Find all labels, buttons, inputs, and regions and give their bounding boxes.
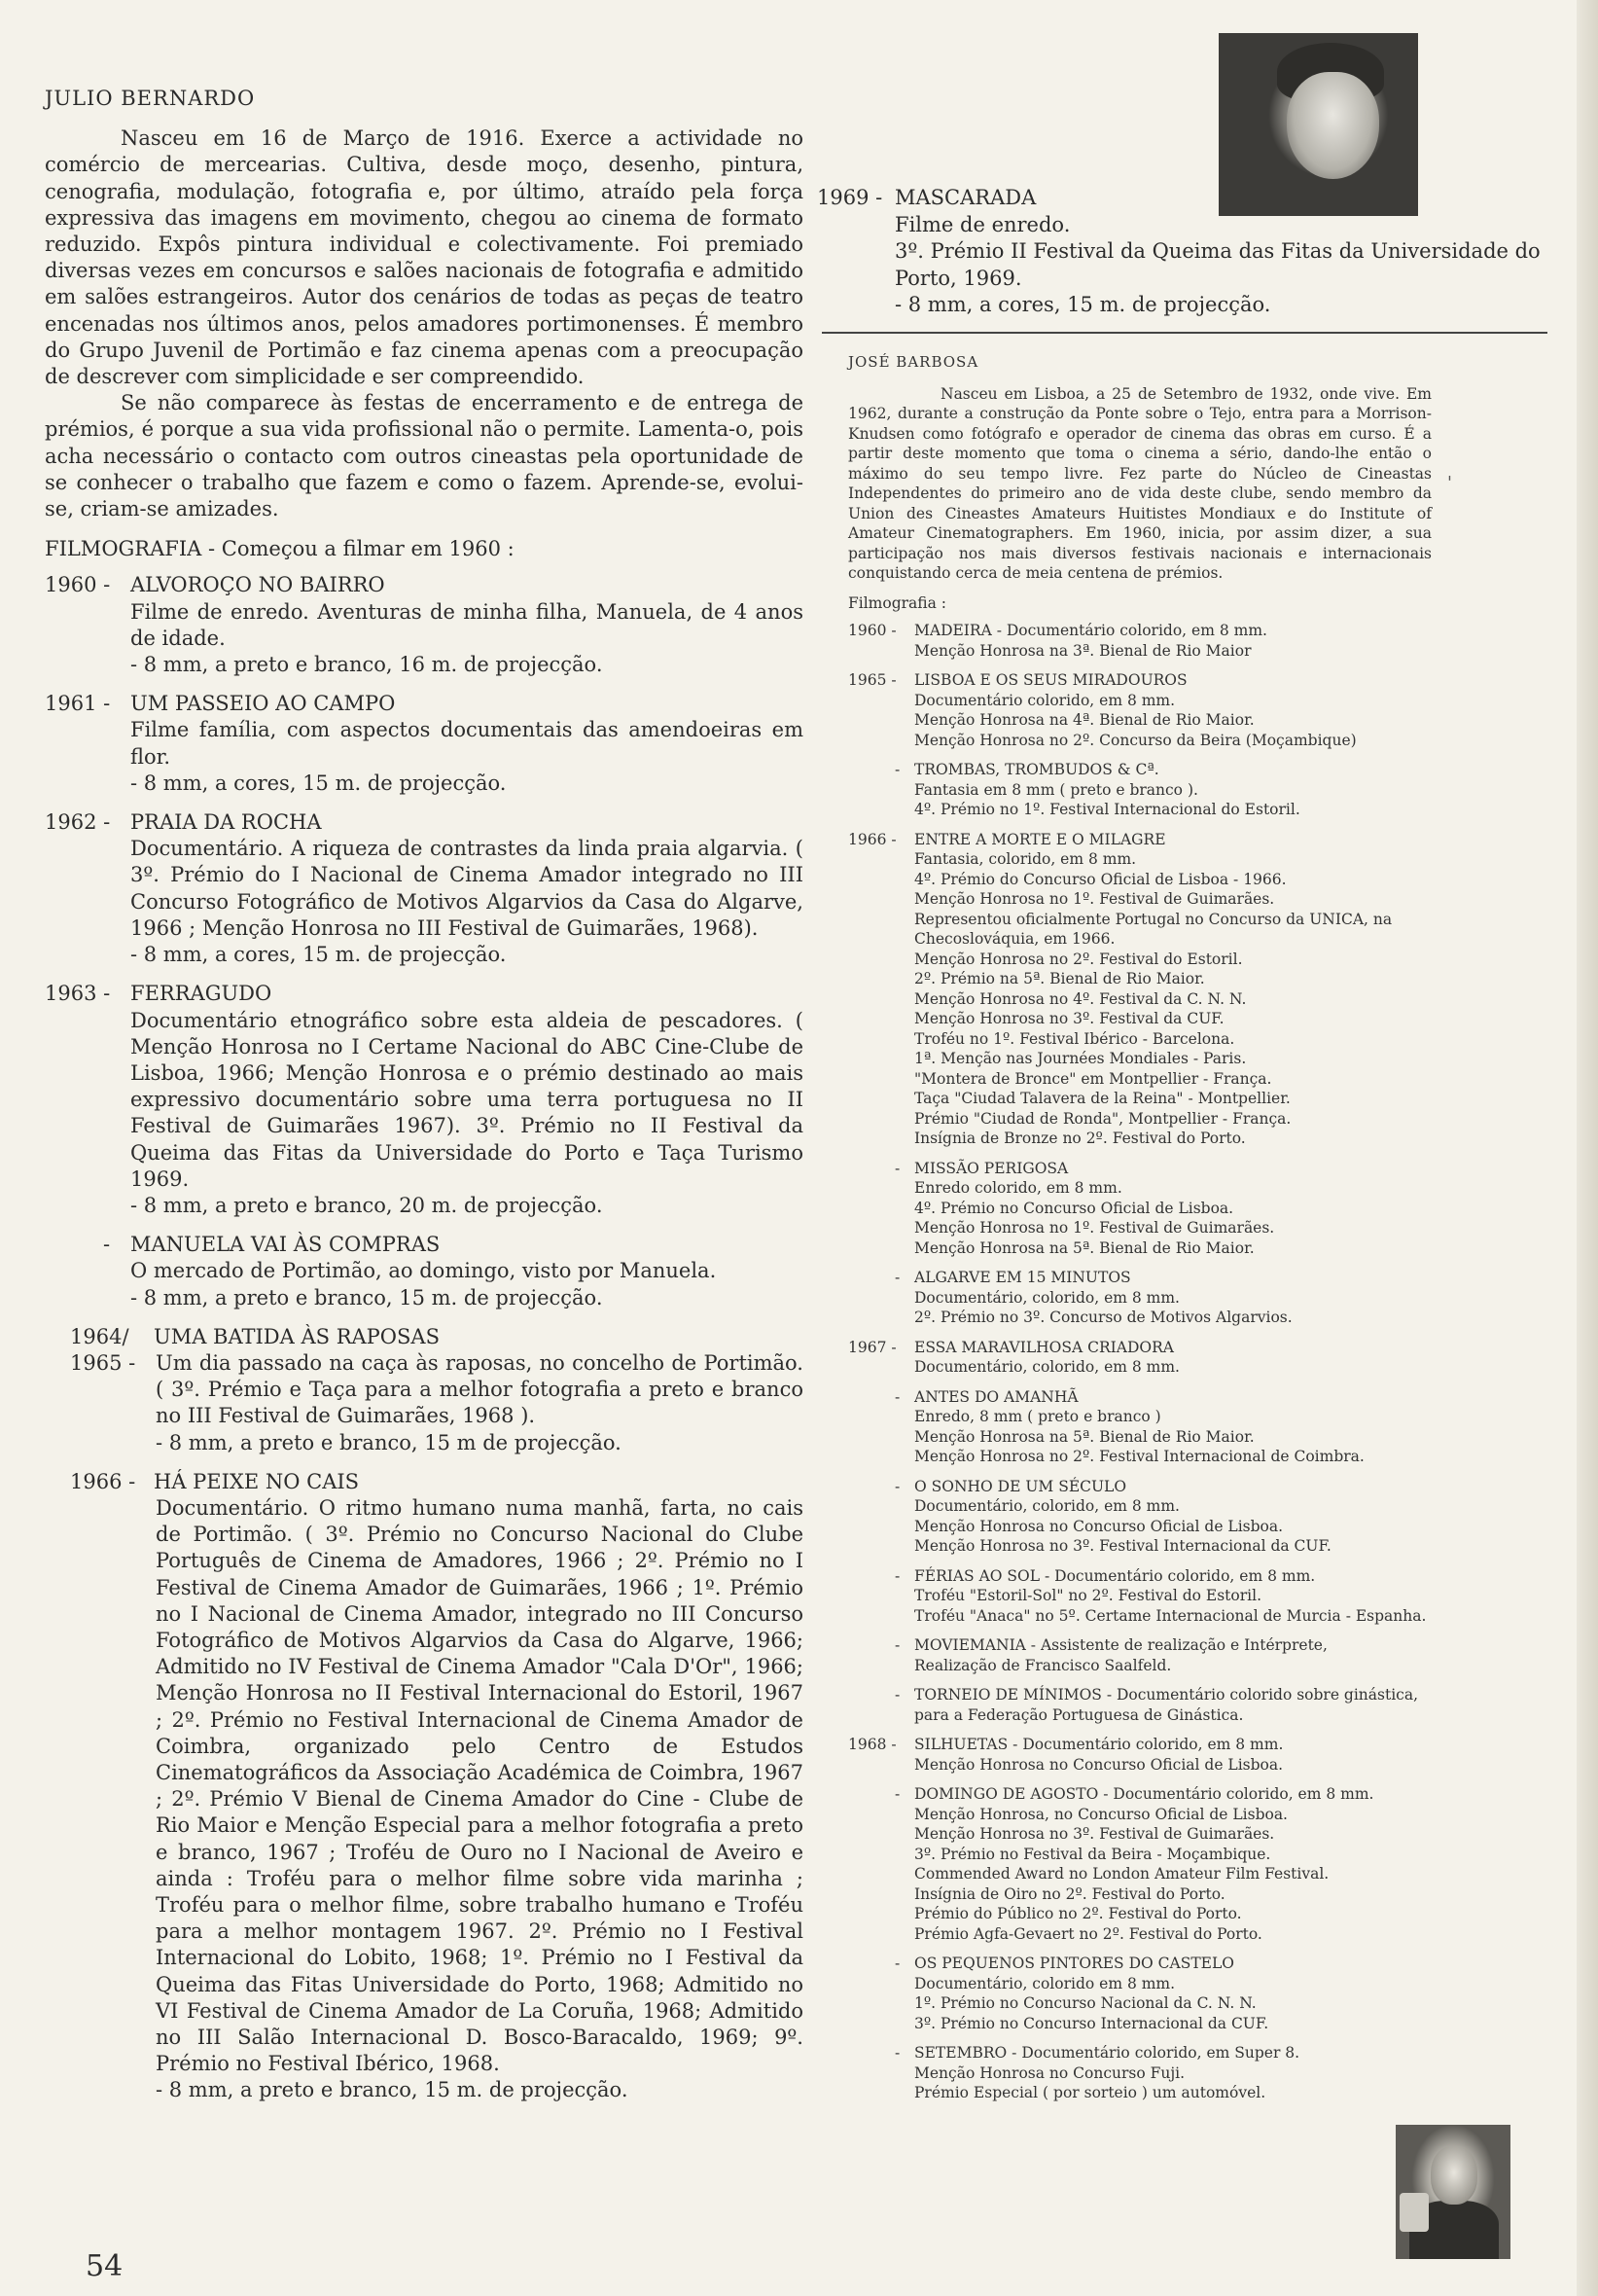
- film-description: Documentário. O ritmo humano numa manhã, farta, no cais de Portimão. ( 3º. Prémio no Concurso Nacional do Clube Português de Cinema de Amadores, 1966 ; 2º. Prémio no I Festival de Cinema Amador de Guimarães, 1966 ; 1º. Prémio no I Nacional de Cinema Amador, integrado no III Concurso Fotográfico de Motivos Algarvios da Casa do Algarve, 1966; Admitido no IV Festival de Cinema Amador "Cala D'Or", 1966; Menção Honrosa no II Festival Internacional do Estoril, 1967 ; 2º. Prémio no Festival Internacional de Cinema Amador de Coimbra, organizado pelo Centro de Estudos Cinematográficos da Associação Académica de Coimbra, 1967 ; 2º. Prémio V Bienal de Cinema Amador do Cine - Clube de Rio Maior e Menção Especial para a melhor fotografia a preto e branco, 1967 ; Troféu de Ouro no I Nacional de Aveiro e ainda : Troféu para o melhor filme sobre vida marinha ; Troféu para o melhor filme, sobre trabalho humano e Troféu para a melhor montagem 1967. 2º. Prémio no I Festival Internacional do Lobito, 1968; 1º. Prémio no I Festival da Queima das Fitas Universidade do Porto, 1968; Admitido no VI Festival de Cinema Amador de La Coruña, 1968; Admitido no III Salão Internacional D. Bosco-Baracaldo, 1969; 9º. Prémio no Festival Ibérico, 1968.: [156, 1495, 803, 2076]
- filmography-entry: [848, 1784, 1432, 1944]
- entry-line: 1º. Prémio no Concurso Nacional da C. N. N.: [914, 1994, 1257, 2012]
- film-description: Um dia passado na caça às raposas, no concelho de Portimão. ( 3º. Prémio e Taça para a melhor fotografia a preto e branco no III Festival de Guimarães, 1968 ).: [156, 1350, 803, 1428]
- entry-title: ENTRE A MORTE E O MILAGRE: [914, 830, 1166, 848]
- entry-title: DOMINGO DE AGOSTO - Documentário colorido, em 8 mm.: [914, 1785, 1374, 1803]
- filmography-list: [848, 621, 1432, 2103]
- entry-year: 1960 -: [848, 622, 897, 639]
- entry-title: OS PEQUENOS PINTORES DO CASTELO: [914, 1955, 1234, 1972]
- entry-year: -: [895, 1477, 901, 1495]
- entry-line: Menção Honrosa no Concurso Fuji.: [914, 2063, 1186, 2082]
- filmography-entry: [848, 1954, 1432, 2033]
- entry-title: FÉRIAS AO SOL - Documentário colorido, em 8 mm.: [914, 1566, 1316, 1585]
- entry-line: Prémio Agfa-Gevaert no 2º. Festival do Porto.: [914, 1924, 1262, 1943]
- entry-line: "Montera de Bronce" em Montpellier - França.: [914, 1069, 1272, 1088]
- author-name-julio: JULIO BERNARDO: [45, 87, 256, 110]
- film-year: 1963 -: [45, 982, 111, 1006]
- entry-line: Prémio Especial ( por sorteio ) um automóvel.: [914, 2084, 1266, 2101]
- film-entry: [45, 809, 803, 968]
- film-title: UMA BATIDA ÀS RAPOSAS: [154, 1324, 440, 1348]
- entry-line: Documentário colorido, em 8 mm.: [914, 691, 1176, 709]
- entry-title: MISSÃO PERIGOSA: [914, 1159, 1069, 1177]
- page-number: 54: [86, 2249, 124, 2283]
- entry-line: Representou oficialmente Portugal no Concurso da UNICA, na Checoslováquia, em 1966.: [914, 910, 1393, 948]
- entry-line: Menção Honrosa no 2º. Concurso da Beira (Moçambique): [914, 731, 1357, 749]
- entry-year: -: [895, 1269, 901, 1286]
- film-description: O mercado de Portimão, ao domingo, visto por Manuela.: [130, 1259, 717, 1283]
- film-specs: - 8 mm, a preto e branco, 15 m de projecção.: [156, 1430, 621, 1454]
- entry-year: -: [895, 1566, 901, 1585]
- entry-line: 3º. Prémio no Festival da Beira - Moçambique.: [914, 1845, 1271, 1863]
- entry-line: Prémio do Público no 2º. Festival do Porto.: [914, 1905, 1242, 1922]
- film-title: MASCARADA: [895, 186, 1037, 209]
- entry-line: Menção Honrosa na 5ª. Bienal de Rio Maior.: [914, 1238, 1255, 1257]
- entry-line: Commended Award no London Amateur Film Festival.: [914, 1865, 1330, 1883]
- entry-year: -: [895, 2044, 901, 2062]
- page-edge: [1577, 0, 1598, 2296]
- entry-line: Menção Honrosa no 3º. Festival de Guimarães.: [914, 1825, 1275, 1843]
- entry-line: Menção Honrosa, no Concurso Oficial de Lisboa.: [914, 1805, 1288, 1823]
- filmography-entry: [848, 760, 1432, 820]
- film-year: 1962 -: [45, 810, 111, 835]
- film-description: Documentário. A riqueza de contrastes da linda praia algarvia. ( 3º. Prémio do I Nacional de Cinema Amador integrado no III Concurso Fotográfico de Motivos Algarvios da Casa do Algarve, 1966 ; Menção Honrosa no III Festival de Guimarães, 1968).: [130, 837, 803, 940]
- film-year: 1966 -: [70, 1469, 136, 1493]
- film-description: Documentário etnográfico sobre esta aldeia de pescadores. ( Menção Honrosa no I Certame Nacional do ABC Cine-Clube de Lisboa, 1966; Menção Honrosa e o prémio destinado ao mais expressivo documentário sobre uma terra portuguesa no II Festival de Guimarães 1967). 3º. Prémio no II Festival da Queima das Fitas da Universidade do Porto e Taça Turismo 1969.: [130, 1008, 803, 1191]
- entry-line: Menção Honrosa na 5ª. Bienal de Rio Maior.: [914, 1427, 1255, 1446]
- entry-line: Realização de Francisco Saalfeld.: [914, 1656, 1172, 1674]
- entry-title: ESSA MARAVILHOSA CRIADORA: [914, 1338, 1174, 1356]
- entry-line: 2º. Prémio no 3º. Concurso de Motivos Algarvios.: [914, 1309, 1293, 1326]
- margin-mark: ': [1447, 473, 1452, 493]
- entry-title: O SONHO DE UM SÉCULO: [914, 1477, 1127, 1495]
- bio-paragraph: Nasceu em Lisboa, a 25 de Setembro de 1932, onde vive. Em 1962, durante a construção da Ponte sobre o Tejo, entra para a Morrison-Knudsen como fotógrafo e operador de cinema das obras em curso. É a partir deste momento que toma o cinema a sério, dando-lhe então o máximo do seu tempo livre. Fez parte do Núcleo de Cineastas Independentes do primeiro ano de vida deste clube, sendo membro da Union des Cineastes Amateurs Huitistes Mondiaux e do Institute of Amateur Cinematographers. Em 1960, inicia, por assim dizer, a sua participação nos mais diversos festivais nacionais e internacionais conquistando cerca de meia centena de prémios.: [848, 384, 1432, 582]
- entry-line: Enredo colorido, em 8 mm.: [914, 1179, 1122, 1197]
- entry-line: Menção Honrosa no Concurso Oficial de Lisboa.: [914, 1755, 1284, 1774]
- right-top-film-entry: [817, 185, 1566, 319]
- entry-year: 1967 -: [848, 1338, 897, 1356]
- filmography-entry: [848, 1477, 1432, 1557]
- film-specs: - 8 mm, a preto e branco, 15 m. de projecção.: [130, 1285, 603, 1309]
- filmography-entry: [848, 1685, 1432, 1725]
- entry-line: Documentário, colorido, em 8 mm.: [914, 1358, 1180, 1376]
- film-entry: [45, 1469, 803, 2104]
- filmography-entry: [848, 2043, 1432, 2103]
- entry-year: -: [895, 1785, 901, 1803]
- film-specs: - 8 mm, a cores, 15 m. de projecção.: [130, 771, 507, 795]
- filmography-heading: Filmografia :: [848, 593, 946, 612]
- film-year: 1969 -: [817, 186, 883, 209]
- camera-icon: [1400, 2193, 1429, 2232]
- entry-title: MADEIRA - Documentário colorido, em 8 mm.: [914, 622, 1267, 639]
- entry-title: TROMBAS, TROMBUDOS & Cª.: [914, 761, 1159, 778]
- entry-line: Enredo, 8 mm ( preto e branco ): [914, 1408, 1161, 1425]
- entry-line: 4º. Prémio do Concurso Oficial de Lisboa - 1966.: [914, 870, 1287, 888]
- film-title: PRAIA DA ROCHA: [130, 810, 322, 835]
- film-year: -: [103, 1233, 111, 1257]
- entry-year: 1965 -: [848, 671, 897, 689]
- film-title: FERRAGUDO: [130, 982, 272, 1006]
- entry-title: ANTES DO AMANHÃ: [914, 1387, 1079, 1406]
- entry-line: 1ª. Menção nas Journées Mondiales - Paris.: [914, 1050, 1247, 1067]
- entry-line: 2º. Prémio na 5ª. Bienal de Rio Maior.: [914, 970, 1205, 987]
- filmography-entry: [848, 621, 1432, 661]
- entry-line: Menção Honrosa no 2º. Festival Internacional de Coimbra.: [914, 1448, 1365, 1465]
- film-entry: [45, 1324, 803, 1456]
- entry-line: 3º. Prémio no Concurso Internacional da CUF.: [914, 2014, 1269, 2032]
- entry-line: 4º. Prémio no Concurso Oficial de Lisboa.: [914, 1199, 1234, 1217]
- entry-year: -: [895, 1686, 901, 1704]
- film-line: 3º. Prémio II Festival da Queima das Fitas da Universidade do Porto, 1969.: [895, 239, 1541, 290]
- film-line: Filme de enredo.: [895, 212, 1071, 236]
- film-entry: [45, 1232, 803, 1311]
- entry-line: Menção Honrosa no 1º. Festival de Guimarães.: [914, 1219, 1275, 1237]
- film-entry: [45, 572, 803, 678]
- entry-line: Troféu no 1º. Festival Ibérico - Barcelona.: [914, 1029, 1235, 1048]
- entry-title: TORNEIO DE MÍNIMOS - Documentário colorido sobre ginástica, para a Federação Portuguesa de Ginástica.: [914, 1686, 1419, 1724]
- entry-line: Troféu "Anaca" no 5º. Certame Internacional de Murcia - Espanha.: [914, 1606, 1427, 1625]
- section-divider: [822, 332, 1547, 334]
- author-name-jose: JOSÉ BARBOSA: [848, 353, 979, 371]
- film-title: UM PASSEIO AO CAMPO: [130, 692, 396, 716]
- entry-year: 1966 -: [848, 830, 897, 848]
- entry-line: Insígnia de Oiro no 2º. Festival do Porto.: [914, 1884, 1225, 1903]
- left-column: [45, 86, 803, 2117]
- filmography-entry: [848, 1735, 1432, 1775]
- entry-line: Fantasia em 8 mm ( preto e branco ).: [914, 780, 1198, 799]
- entry-line: Fantasia, colorido, em 8 mm.: [914, 850, 1137, 868]
- entry-year: -: [895, 1955, 901, 1972]
- film-title: MANUELA VAI ÀS COMPRAS: [130, 1233, 441, 1257]
- entry-line: Insígnia de Bronze no 2º. Festival do Porto.: [914, 1130, 1246, 1147]
- entry-year: 1968 -: [848, 1736, 897, 1753]
- right-column: [848, 352, 1432, 2113]
- portrait-face: [1287, 72, 1379, 179]
- entry-title: ALGARVE EM 15 MINUTOS: [914, 1269, 1131, 1286]
- portrait-face: [1431, 2146, 1477, 2205]
- portrait-photo-jose: [1396, 2125, 1510, 2259]
- film-specs: - 8 mm, a preto e branco, 16 m. de projecção.: [130, 653, 603, 677]
- entry-line: Menção Honrosa no 2º. Festival do Estoril.: [914, 950, 1243, 968]
- entry-year: -: [895, 1159, 901, 1177]
- filmography-entry: [848, 830, 1432, 1149]
- film-description: Filme família, com aspectos documentais das amendoeiras em flor.: [130, 718, 803, 769]
- entry-line: 4º. Prémio no 1º. Festival Internacional do Estoril.: [914, 801, 1300, 818]
- entry-line: Taça "Ciudad Talavera de la Reina" - Montpellier.: [914, 1090, 1291, 1107]
- entry-line: Documentário, colorido, em 8 mm.: [914, 1288, 1180, 1307]
- film-title: HÁ PEIXE NO CAIS: [154, 1469, 360, 1493]
- entry-line: Documentário, colorido, em 8 mm.: [914, 1497, 1180, 1515]
- entry-year: -: [895, 1387, 901, 1406]
- entry-line: Menção Honrosa no Concurso Oficial de Lisboa.: [914, 1517, 1284, 1535]
- film-description: Filme de enredo. Aventuras de minha filha, Manuela, de 4 anos de idade.: [130, 599, 803, 650]
- filmography-entry: [848, 1635, 1432, 1675]
- entry-line: Menção Honrosa no 4º. Festival da C. N. N.: [914, 989, 1247, 1008]
- entry-line: Menção Honrosa no 1º. Festival de Guimarães.: [914, 890, 1275, 908]
- film-year: 1960 -: [45, 573, 111, 597]
- film-specs: - 8 mm, a preto e branco, 20 m. de projecção.: [130, 1193, 603, 1217]
- bio-paragraph-2: Se não comparece às festas de encerramento e de entrega de prémios, é porque a sua vida profissional não o permite. Lamenta-o, pois acha necessário o contacto com outros cineastas pela oportunidade de se conhecer o trabalho que fazem e como o fazem. Aprende-se, evolui-se, criam-se amizades.: [45, 391, 803, 521]
- entry-line: Prémio "Ciudad de Ronda", Montpellier - França.: [914, 1109, 1292, 1128]
- film-specs: - 8 mm, a cores, 15 m. de projecção.: [895, 293, 1271, 316]
- entry-title: LISBOA E OS SEUS MIRADOUROS: [914, 671, 1188, 689]
- filmography-entry: [848, 1338, 1432, 1378]
- filmography-entry: [848, 1268, 1432, 1328]
- entry-year: -: [895, 1636, 901, 1654]
- film-year: 1964/ 1965 -: [70, 1324, 136, 1375]
- filmography-entry: [848, 670, 1432, 750]
- film-entry: [45, 981, 803, 1219]
- filmography-entry: [848, 1387, 1432, 1467]
- entry-line: Menção Honrosa na 3ª. Bienal de Rio Maior: [914, 641, 1252, 660]
- entry-year: -: [895, 761, 901, 778]
- film-title: ALVOROÇO NO BAIRRO: [130, 573, 385, 597]
- entry-title: SETEMBRO - Documentário colorido, em Super 8.: [914, 2044, 1300, 2062]
- filmography-heading: FILMOGRAFIA - Começou a filmar em 1960 :: [45, 537, 515, 561]
- filmography-entry: [848, 1566, 1432, 1627]
- film-specs: - 8 mm, a preto e branco, 15 m. de projecção.: [156, 2078, 628, 2102]
- entry-line: Troféu "Estoril-Sol" no 2º. Festival do Estoril.: [914, 1587, 1261, 1604]
- film-specs: - 8 mm, a cores, 15 m. de projecção.: [130, 943, 507, 967]
- bio-paragraph-1: Nasceu em 16 de Março de 1916. Exerce a actividade no comércio de mercearias. Cultiva, desde moço, desenho, pintura, cenografia, modulação, fotografia e, por último, atraído pela força expressiva das imagens em movimento, chegou ao cinema de formato reduzido. Expôs pintura individual e colectivamente. Foi premiado diversas vezes em concursos e salões nacionais de fotografia e admitido em salões estrangeiros. Autor dos cenários de todas as peças de teatro encenadas nos últimos anos, pelos amadores portimonenses. É membro do Grupo Juvenil de Portimão e faz cinema apenas com a preocupação de descrever com simplicidade e ser compreendido.: [45, 126, 803, 389]
- entry-line: Menção Honrosa no 3º. Festival Internacional da CUF.: [914, 1537, 1332, 1555]
- entry-title: MOVIEMANIA - Assistente de realização e Intérprete,: [914, 1636, 1328, 1654]
- entry-line: Documentário, colorido em 8 mm.: [914, 1974, 1176, 1992]
- filmography-entry: [848, 1159, 1432, 1259]
- entry-line: Menção Honrosa na 4ª. Bienal de Rio Maior.: [914, 711, 1255, 729]
- entry-line: Menção Honrosa no 3º. Festival da CUF.: [914, 1010, 1225, 1027]
- entry-title: SILHUETAS - Documentário colorido, em 8 mm.: [914, 1736, 1284, 1753]
- film-entry: [45, 691, 803, 797]
- film-year: 1961 -: [45, 692, 111, 716]
